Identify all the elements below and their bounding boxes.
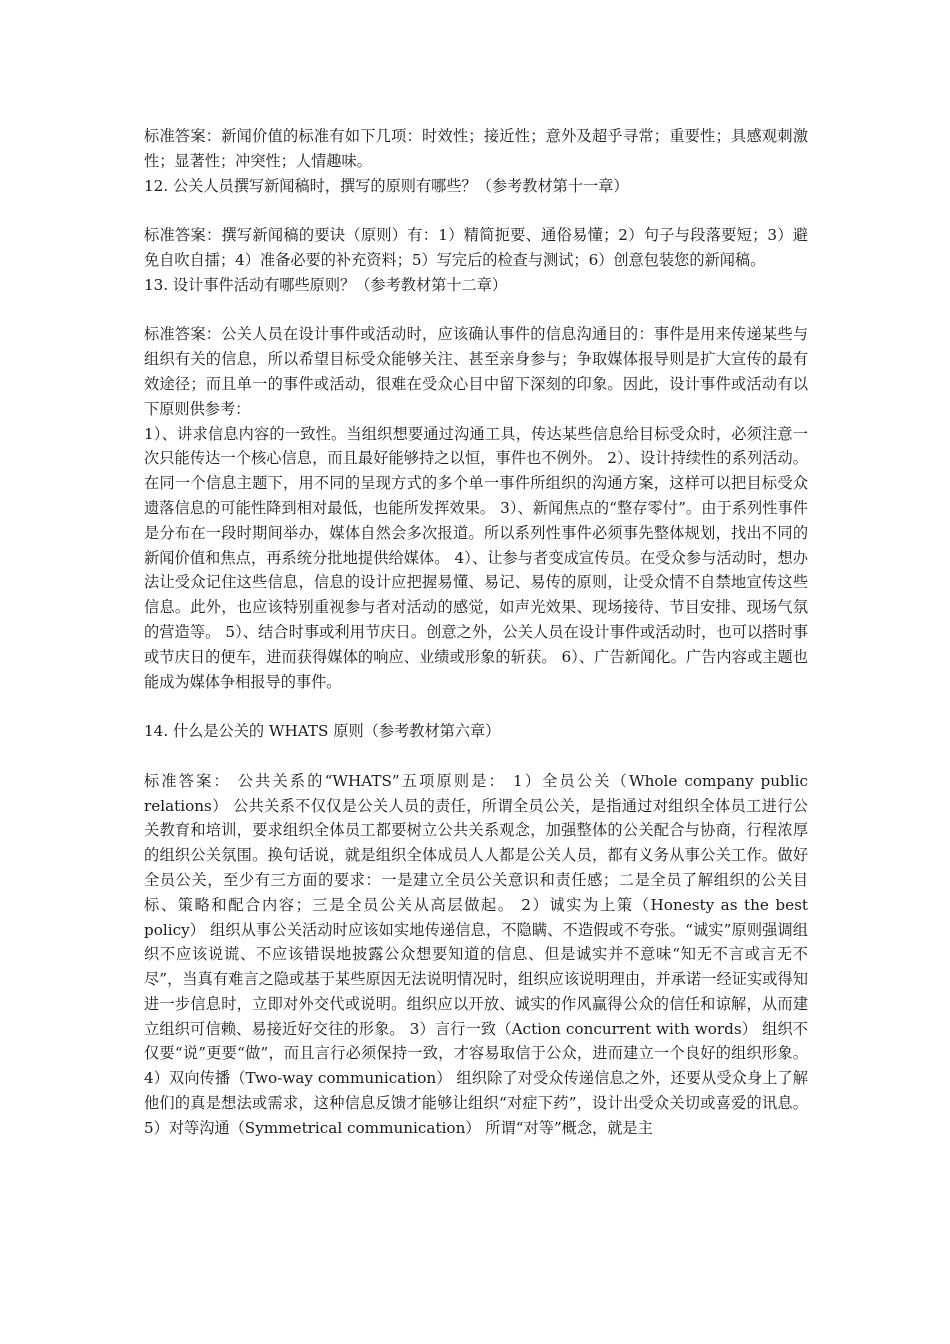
answer-13-intro: 标准答案：公关人员在设计事件或活动时，应该确认事件的信息沟通目的：事件是用来传递某些与组织有关的信息，所以希望目标受众能够关注、甚至亲身参与；争取媒体报导则是扩大宣传的最有效途径；而且单一的事件或活动，很难在受众心目中留下深刻的印象。因此，设计事件或活动有以下原则供参考： bbox=[144, 325, 808, 418]
blank-line bbox=[144, 198, 808, 223]
question-14: 14. 什么是公关的 WHATS 原则（参考教材第六章） bbox=[144, 722, 501, 741]
answer-14: 标准答案： 公共关系的“WHATS”五项原则是： 1）全员公关（Whole company public relations） 公共关系不仅仅是公关人员的责任，所谓全员公关，是指通过对组织全体员工进行公关教育和培训，要求组织全体员工都要树立公共关系观念，加强整体的公关配合与协商，行程浓厚的组织公关氛围。换句话说，就是组织全体成员人人都是公关人员，都有义务从事公关工作。做好全员公关，至少有三方面的要求：一是建立全员公关意识和责任感；二是全员了解组织的公关目标、策略和配合内容；三是全员公关从高层做起。 2）诚实为上策（Honesty as the best policy） 组织从事公关活动时应该如实地传递信息，不隐瞒、不造假或不夸张。“诚实”原则强调组织不应该说谎、不应该错误地披露公众想要知道的信息、但是诚实并不意味“知无不言或言无不尽”，当真有难言之隐或基于某些原因无法说明情况时，组织应该说明理由，并承诺一经证实或得知进一步信息时，立即对外交代或说明。组织应以开放、诚实的作风赢得公众的信任和谅解，从而建立组织可信赖、易接近好交往的形象。 3）言行一致（Action concurrent with words） 组织不仅要“说”更要“做”，而且言行必须保持一致，才容易取信于公众，进而建立一个良好的组织形象。 4）双向传播（Two-way communication） 组织除了对受众传递信息之外，还要从受众身上了解他们的真是想法或需求，这种信息反馈才能够让组织“对症下药”，设计出受众关切或喜爱的讯息。 5）对等沟通（Symmetrical communication） 所谓“对等”概念，就是主 bbox=[144, 771, 808, 1137]
question-13: 13. 设计事件活动有哪些原则？（参考教材第十二章） bbox=[144, 275, 508, 294]
document-body bbox=[144, 124, 808, 1141]
question-12: 12. 公关人员撰写新闻稿时，撰写的原则有哪些？（参考教材第十一章） bbox=[144, 176, 629, 195]
blank-line bbox=[144, 298, 808, 323]
blank-line bbox=[144, 744, 808, 769]
answer-12: 标准答案：撰写新闻稿的要诀（原则）有：1）精简扼要、通俗易懂；2）句子与段落要短；3）避免自吹自擂；4）准备必要的补充资料；5）写完后的检查与测试；6）创意包装您的新闻稿。 bbox=[144, 226, 808, 269]
blank-line bbox=[144, 694, 808, 719]
answer-news-value: 标准答案：新闻价值的标准有如下几项：时效性；接近性；意外及超乎寻常；重要性；具感观刺激性；显著性；冲突性；人情趣味。 bbox=[144, 127, 808, 170]
answer-13-principles: 1）、讲求信息内容的一致性。当组织想要通过沟通工具，传达某些信息给目标受众时，必须注意一次只能传达一个核心信息，而且最好能够持之以恒，事件也不例外。 2）、设计持续性的系列活动。在同一个信息主题下，用不同的呈现方式的多个单一事件所组织的沟通方案，这样可以把目标受众遗落信息的可能性降到相对最低，也能所发挥效果。 3）、新闻焦点的“整存零付”。由于系列性事件是分布在一段时期间举办，媒体自然会多次报道。所以系列性事件必须事先整体规划，找出不同的新闻价值和焦点，再系统分批地提供给媒体。 4）、让参与者变成宣传员。在受众参与活动时，想办法让受众记住这些信息，信息的设计应把握易懂、易记、易传的原则，让受众情不自禁地宣传这些信息。此外，也应该特别重视参与者对活动的感觉，如声光效果、现场接待、节目安排、现场气氛的营造等。 5）、结合时事或利用节庆日。创意之外，公关人员在设计事件或活动时，也可以搭时事或节庆日的便车，进而获得媒体的响应、业绩或形象的斩获。 6）、广告新闻化。广告内容或主题也能成为媒体争相报导的事件。 bbox=[144, 424, 808, 691]
